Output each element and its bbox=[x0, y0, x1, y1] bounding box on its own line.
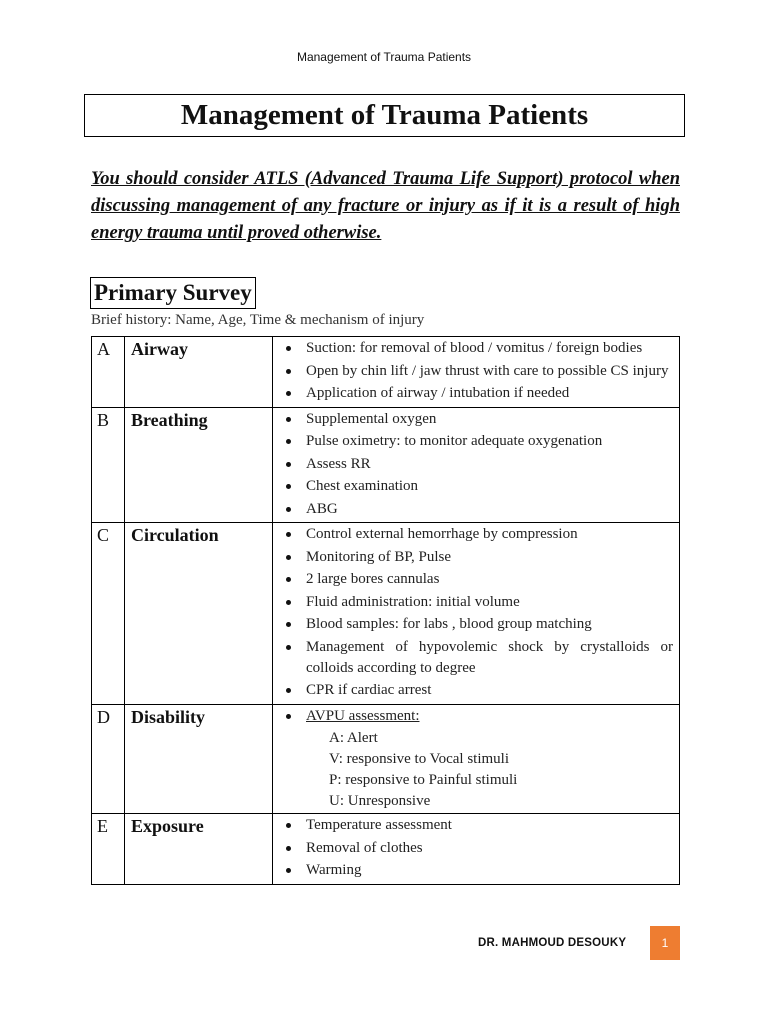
bullet-icon bbox=[286, 532, 291, 537]
bullet-icon bbox=[286, 600, 291, 605]
footer-author: DR. MAHMOUD DESOUKY bbox=[478, 937, 627, 949]
list-item: Monitoring of BP, Pulse bbox=[273, 547, 673, 568]
list-item: Open by chin lift / jaw thrust with care to possible CS injury bbox=[273, 361, 673, 382]
list-item: Chest examination bbox=[273, 476, 673, 497]
row-category: Exposure bbox=[125, 814, 273, 885]
page-number: 1 bbox=[650, 926, 680, 960]
row-items bbox=[273, 814, 680, 885]
list-item: Application of airway / intubation if needed bbox=[273, 383, 673, 404]
bullet-icon bbox=[286, 622, 291, 627]
row-category: Airway bbox=[125, 337, 273, 408]
bullet-icon bbox=[286, 484, 291, 489]
list-item: AVPU assessment: bbox=[273, 706, 673, 727]
intro-paragraph: You should consider ATLS (Advanced Trauma Life Support) protocol when discussing management of any fracture or injury as if it is a result of high energy trauma until proved otherwise. bbox=[91, 169, 680, 243]
bullet-icon bbox=[286, 823, 291, 828]
bullet-icon bbox=[286, 462, 291, 467]
row-items bbox=[273, 337, 680, 408]
table-row bbox=[92, 523, 680, 705]
bullet-icon bbox=[286, 439, 291, 444]
list-sub-item: U: Unresponsive bbox=[329, 793, 431, 809]
row-letter: E bbox=[92, 814, 125, 885]
list-item: Management of hypovolemic shock by crystalloids or colloids according to degree bbox=[273, 637, 673, 679]
bullet-icon bbox=[286, 507, 291, 512]
table-row bbox=[92, 337, 680, 408]
list-item: ABG bbox=[273, 499, 673, 520]
bullet-icon bbox=[286, 369, 291, 374]
row-category: Disability bbox=[125, 704, 273, 814]
row-items bbox=[273, 407, 680, 523]
bullet-icon bbox=[286, 577, 291, 582]
list-item: 2 large bores cannulas bbox=[273, 569, 673, 590]
bullet-icon bbox=[286, 391, 291, 396]
list-item: Blood samples: for labs , blood group matching bbox=[273, 614, 673, 635]
table-row bbox=[92, 407, 680, 523]
document-title: Management of Trauma Patients bbox=[180, 99, 589, 131]
row-category: Breathing bbox=[125, 407, 273, 523]
list-item: Supplemental oxygen bbox=[273, 409, 673, 430]
list-sub-item: V: responsive to Vocal stimuli bbox=[329, 751, 509, 767]
list-sub-item: P: responsive to Painful stimuli bbox=[329, 772, 518, 788]
list-sub-item: A: Alert bbox=[329, 730, 378, 746]
list-item: Pulse oximetry: to monitor adequate oxygenation bbox=[273, 431, 673, 452]
primary-survey-table bbox=[91, 336, 680, 885]
list-item: Temperature assessment bbox=[273, 815, 673, 836]
bullet-icon bbox=[286, 645, 291, 650]
table-row bbox=[92, 814, 680, 885]
bullet-icon bbox=[286, 346, 291, 351]
row-items bbox=[273, 523, 680, 705]
list-item: CPR if cardiac arrest bbox=[273, 680, 673, 701]
list-item: Warming bbox=[273, 860, 673, 881]
list-item: Control external hemorrhage by compression bbox=[273, 524, 673, 545]
title-box bbox=[84, 94, 685, 137]
bullet-icon bbox=[286, 688, 291, 693]
running-header: Management of Trauma Patients bbox=[296, 50, 472, 64]
list-item: Suction: for removal of blood / vomitus / foreign bodies bbox=[273, 338, 673, 359]
list-item: Removal of clothes bbox=[273, 838, 673, 859]
brief-history: Brief history: Name, Age, Time & mechanism of injury bbox=[91, 312, 425, 328]
bullet-icon bbox=[286, 417, 291, 422]
row-category: Circulation bbox=[125, 523, 273, 705]
row-letter: D bbox=[92, 704, 125, 814]
list-item: Fluid administration: initial volume bbox=[273, 592, 673, 613]
row-letter: C bbox=[92, 523, 125, 705]
bullet-icon bbox=[286, 868, 291, 873]
bullet-icon bbox=[286, 714, 291, 719]
row-items bbox=[273, 704, 680, 814]
section-heading: Primary Survey bbox=[90, 277, 256, 309]
bullet-icon bbox=[286, 846, 291, 851]
table-row bbox=[92, 704, 680, 814]
row-letter: B bbox=[92, 407, 125, 523]
bullet-icon bbox=[286, 555, 291, 560]
row-letter: A bbox=[92, 337, 125, 408]
list-item: Assess RR bbox=[273, 454, 673, 475]
